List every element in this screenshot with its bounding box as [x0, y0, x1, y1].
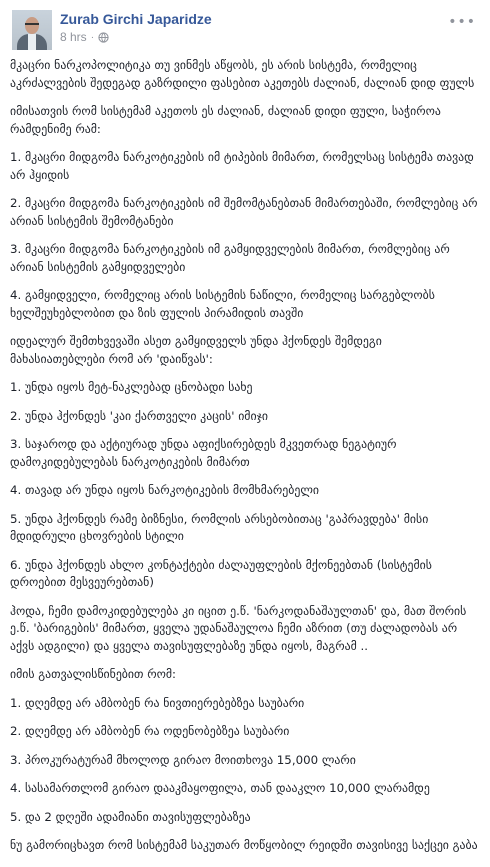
paragraph: ნუ გამორიცხავთ რომ სისტემამ საკუთარ მოწყობილ რეიდში თავისივე საქცეი გაბა	[10, 838, 478, 852]
avatar[interactable]	[12, 10, 52, 50]
paragraph: მკაცრი ნარკოპოლიტიკა თუ ვინმეს აწყობს, ეს არის სისტემა, რომელიც აკრძალვების შედეგად გაზრდილი ფასებით აკეთებს ძალიან, ძალიან დიდ ფულს	[10, 58, 475, 90]
post-content	[10, 57, 478, 866]
paragraph: იმისათვის რომ სისტემამ აკეთოს ეს ძალიან, ძალიან დიდი ფული, საჭიროა რამდენიმე რამ:	[10, 104, 441, 136]
more-icon[interactable]: •••	[448, 14, 476, 30]
paragraph: ჰოდა, ჩემი დამოკიდებულება კი იცით ე.წ. 'ნარკოდანაშაულთან' და, მათ შორის ე.წ. 'ბარიგების' მიმართ, ყველა უდანაშაულოა ჩემი აზრით (თუ ძალადობას არ აქვს ადგილი) და ყველა თავისუფლებაზე უნდა იყოს, მაგრამ ..	[10, 603, 467, 653]
list-item: 5. და 2 დღეში ადამიანი თავისუფლებაზეა	[10, 809, 251, 824]
list-item: 3. საჯაროდ და აქტიურად უნდა აფიქსირებდეს მკვეთრად ნეგატიურ დამოკიდებულებას ნარკოტიკების მიმართ	[10, 437, 397, 469]
separator-dot: ·	[90, 31, 95, 43]
paragraph: იდეალურ შემთხვევაში ასეთ გამყიდველს უნდა ჰქონდეს შემდეგი მახასიათებლები რომ არ 'დაიწვას':	[10, 334, 382, 366]
list-item: 2. უნდა ჰქონდეს 'კაი ქართველი კაცის' იმიჯი	[10, 408, 269, 423]
author-name[interactable]: Zurab Girchi Japaridze	[60, 11, 212, 27]
list-item: 3. მკაცრი მიდგომა ნარკოტიკების იმ გამყიდველების მიმართ, რომლებიც არ არიან სისტემის გამყიდველები	[10, 242, 450, 274]
list-item: 4. სასამართლომ გირაო დააკმაყოფილა, თან დააკლო 10,000 ლარამდე	[10, 781, 430, 795]
list-item: 1. უნდა იყოს მეტ-ნაკლებად ცნობადი სახე	[10, 380, 253, 394]
list-item: 1. დღემდე არ ამბობენ რა ნივთიერებებზეა საუბარი	[10, 695, 305, 710]
post-meta	[60, 30, 109, 44]
globe-icon[interactable]	[98, 32, 109, 43]
paragraph: იმის გათვალისწინებით რომ:	[10, 667, 177, 681]
list-item: 2. დღემდე არ ამბობენ რა ოდენობებზეა საუბარი	[10, 724, 290, 738]
list-item: 2. მკაცრი მიდგომა ნარკოტიკების იმ შემომტანებთან მიმართებაში, რომლებიც არ არიან სისტემის შემომტანები	[10, 196, 478, 228]
list-item: 4. თავად არ უნდა იყოს ნარკოტიკების მომხმარებელი	[10, 483, 319, 497]
list-item: 6. უნდა ჰქონდეს ახლო კონტაქტები ძალაუფლების მქონეებთან (სისტემის დროებით მესვეურებთან)	[10, 557, 432, 589]
list-item: 4. გამყიდველი, რომელიც არის სისტემის ნაწილი, რომელიც სარგებლობს ხელშეუხებლობით და ზის ფულის პირამიდის თავში	[10, 288, 435, 320]
post-header	[12, 10, 478, 58]
list-item: 1. მკაცრი მიდგომა ნარკოტიკების იმ ტიპების მიმართ, რომელსაც სისტემა თავად არ ჰყიდის	[10, 150, 474, 182]
post-time[interactable]: 8 hrs	[60, 30, 87, 44]
list-item: 5. უნდა ჰქონდეს რამე ბიზნესი, რომლის არსებობითაც 'გაპრავდება' მისი მდიდრული ცხოვრების სტილი	[10, 511, 429, 543]
list-item: 3. პროკურატურამ მხოლოდ გირაო მოითხოვა 15,000 ლარი	[10, 752, 356, 767]
